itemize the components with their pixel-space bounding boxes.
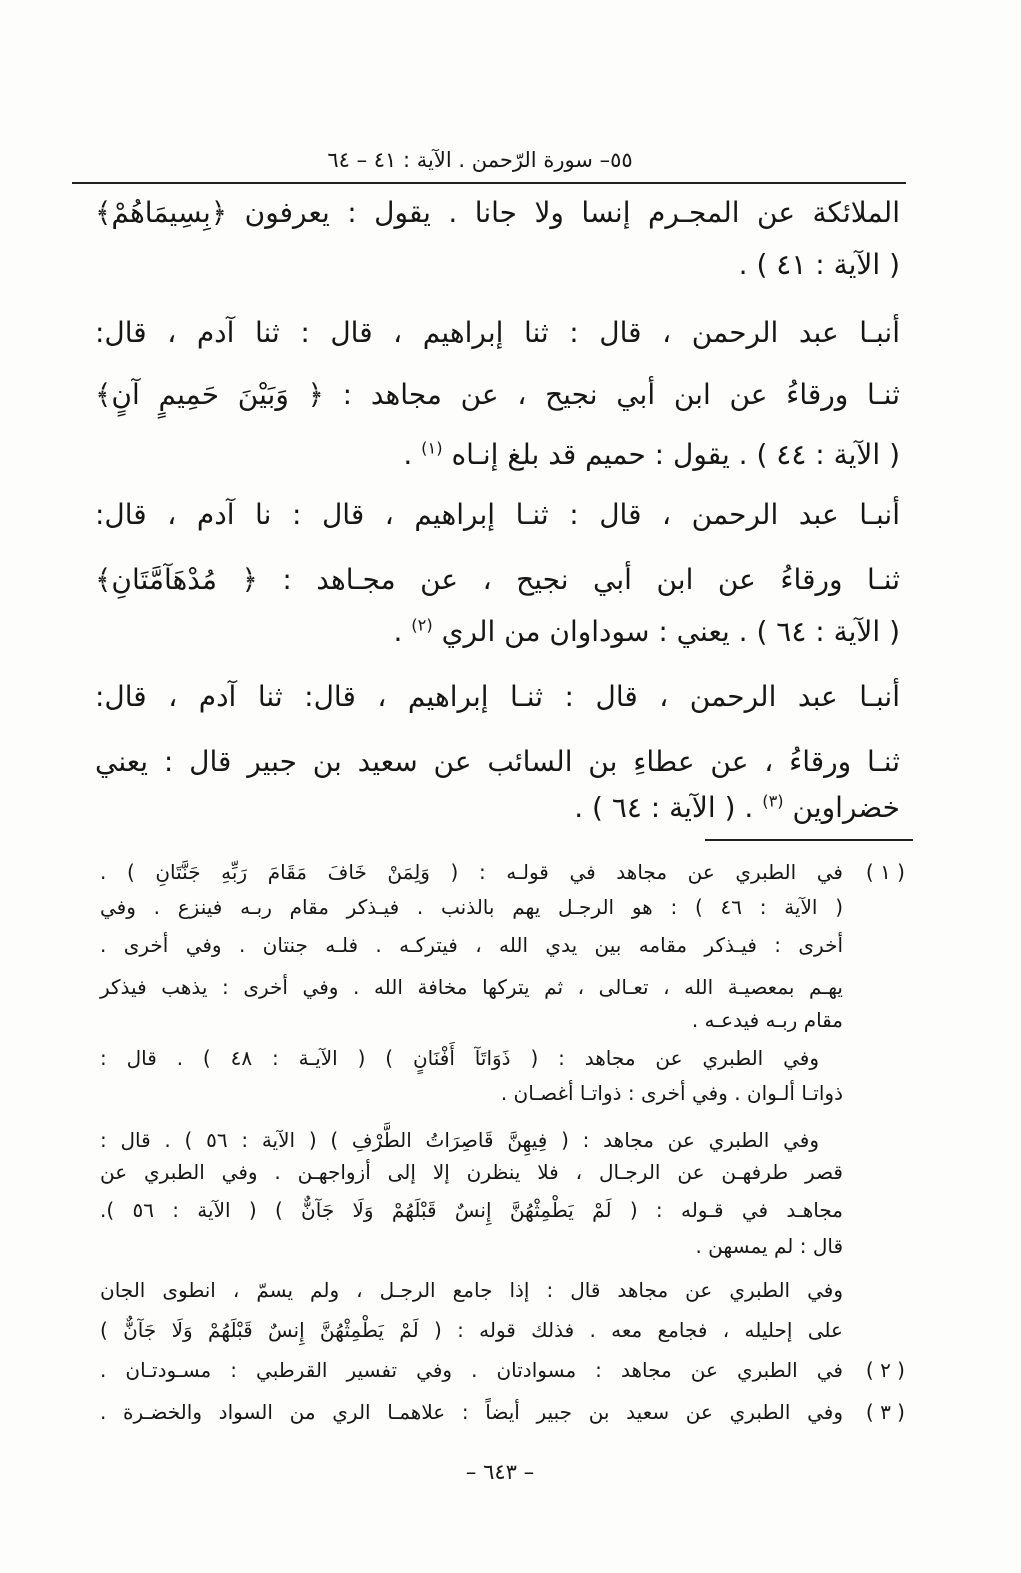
page-number: – ٦٤٣ –: [465, 1460, 535, 1484]
text-line: أنبـا عبد الرحمن ، قال : ثنا إبراهيم ، قال : ثنا آدم ، قال:: [95, 316, 900, 349]
footnote-text: وفي الطبري عن سعيد بن جبير أيضاً : علاهمـا الري من السواد والخضـرة .: [100, 1400, 843, 1424]
text-line: الملائكة عن المجـرم إنسا ولا جانا . يقول : يعرفون ﴿بِسِيمَاهُمْ﴾: [95, 196, 900, 229]
footnote-line: [100, 1004, 905, 1036]
footnote-line: [100, 1194, 905, 1226]
footnote-text: قال : لم يمسهن .: [695, 1234, 843, 1258]
footnote-line: [100, 1156, 905, 1188]
footnote-marker: (١): [421, 438, 443, 458]
footnote-line: [100, 1124, 905, 1156]
footnote-line: [100, 1230, 905, 1262]
footnote-text: مقام ربـه فيدعـه .: [691, 1008, 843, 1032]
line-text-after: .: [393, 615, 403, 648]
running-head: ٥٥– سورة الرّحمن . الآية : ٤١ – ٦٤: [327, 148, 633, 172]
footnote-text: قصر طرفهـن عن الرجـال ، فلا ينظرن إلا إلى أزواجهـن . وفي الطبري عن: [100, 1160, 843, 1184]
footnote-number: ( ١ ): [865, 860, 905, 884]
footnote-line: [100, 1354, 905, 1386]
footnote-text: في الطبري عن مجاهد : مسوادتان . وفي تفسير القرطبي : مسـودتـان .: [100, 1358, 843, 1382]
footnote-text: ذواتـا ألـوان . وفي أخرى : ذواتـا أغصـان .: [500, 1081, 843, 1105]
text-line: أنبـا عبد الرحمن ، قال : ثنـا إبراهيم ، قال: ثنا آدم ، قال:: [95, 680, 900, 713]
footnote-text: على إحليله ، فجامع معه . فذلك قوله : ( لَمْ يَطْمِثْهُنَّ إِنسٌ قَبْلَهُمْ وَلَا جَآنٌّ ): [100, 1318, 843, 1342]
footnote-line: [100, 929, 905, 961]
footnote-line: [100, 971, 905, 1003]
footnote-text: مجاهـد في قـوله : ( لَمْ يَطْمِثْهُنَّ إِنسٌ قَبْلَهُمْ وَلَا جَآنٌّ ) ( الآية : ٥٦ ).: [100, 1198, 843, 1222]
footnote-number: ( ٢ ): [865, 1358, 905, 1382]
footnote-text: وفي الطبري عن مجاهد : ( فِيهِنَّ قَاصِرَاتُ الطَّرْفِ ) ( الآية : ٥٦ ) . قال :: [100, 1128, 819, 1152]
footnote-marker: (٢): [411, 615, 433, 635]
footnote-text: في الطبري عن مجاهد في قولـه : ( وَلِمَنْ خَافَ مَقَامَ رَبِّهِ جَنَّتَانِ ) .: [100, 860, 843, 884]
text-line: ثنـا ورقاءُ ، عن عطاءِ بن السائب عن سعيد بن جبير قال : يعني: [95, 745, 900, 778]
text-line: ( الآية : ٤١ ) .: [738, 248, 900, 281]
footnote-separator: [705, 839, 913, 841]
footnote-line: [100, 1396, 905, 1428]
text-line: [95, 786, 900, 830]
footnote-number: ( ٣ ): [865, 1400, 905, 1424]
footnote-text: يهـم بمعصيـة الله ، تعـالى ، ثم يتركها مخافة الله . وفي أخرى : يذهب فيذكر: [100, 975, 843, 999]
footnote-line: [100, 1042, 905, 1074]
footnote-line: [100, 891, 905, 923]
text-line: أنبـا عبد الرحمن ، قال : ثنـا إبراهيم ، قال : نا آدم ، قال:: [95, 498, 900, 531]
text-line: [95, 610, 900, 654]
footnote-text: ( الآية : ٤٦ ) : هو الرجـل يهم بالذنب . فيـذكر مقام ربـه فينزع . وفي: [100, 895, 844, 919]
footnote-marker: (٣): [762, 791, 784, 811]
footnote-line: [100, 1077, 905, 1109]
line-text: ( الآية : ٦٤ ) . يعني : سوداوان من الري: [441, 615, 900, 648]
footnote-text: وفي الطبري عن مجاهد قال : إذا جامع الرجـل ، ولم يسمّ ، انطوى الجان: [100, 1278, 843, 1302]
text-line: [95, 433, 900, 477]
footnote-line: [100, 1274, 905, 1306]
footnote-text: أخرى : فيـذكر مقامه بين يدي الله ، فيتركـه . فلـه جنتان . وفي أخرى .: [100, 933, 843, 957]
line-text: خضراوين: [792, 791, 900, 824]
line-text: ( الآية : ٤٤ ) . يقول : حميم قد بلغ إنـاه: [451, 438, 900, 471]
header-rule: [72, 182, 906, 184]
text-line: ثنـا ورقاءُ عن ابن أبي نجيح ، عن مجـاهد : ﴿ مُدْهَآمَّتَانِ﴾: [95, 563, 900, 596]
footnote-line: [100, 1314, 905, 1346]
line-text-after: . ( الآية : ٦٤ ) .: [574, 791, 754, 824]
footnote-text: وفي الطبري عن مجاهد : ( ذَوَاتَآ أَفْنَانٍ ) ( الآيـة : ٤٨ ) . قال :: [100, 1046, 820, 1070]
footnote-line: [100, 856, 905, 888]
text-line: ثنـا ورقاءُ عن ابن أبي نجيح ، عن مجاهد : ﴿ وَبَيْنَ حَمِيمٍ آنٍ﴾: [95, 378, 900, 411]
line-text-after: .: [403, 438, 413, 471]
